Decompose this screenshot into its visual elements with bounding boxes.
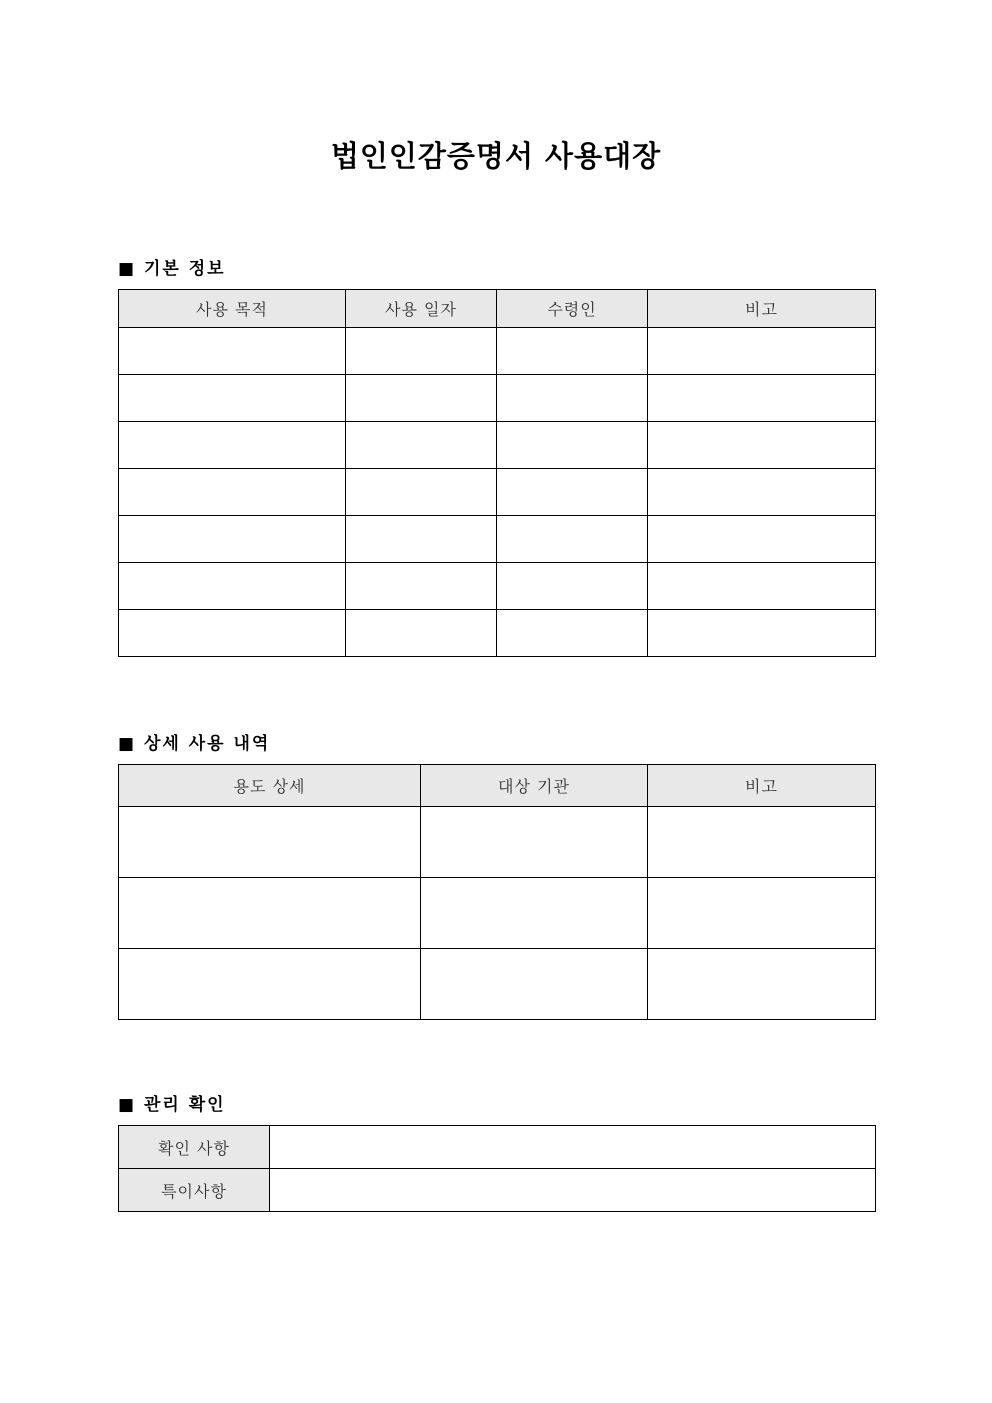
- row-header-check-items: 확인 사항: [119, 1126, 270, 1169]
- section-heading-basic-info: ■ 기본 정보: [118, 259, 226, 279]
- table-cell[interactable]: [346, 375, 497, 422]
- table-cell[interactable]: [648, 610, 876, 657]
- table-cell[interactable]: [119, 807, 421, 878]
- document-title: 법인인감증명서 사용대장: [330, 139, 662, 173]
- table-cell[interactable]: [648, 807, 876, 878]
- table-cell[interactable]: [497, 328, 648, 375]
- table-cell[interactable]: [648, 375, 876, 422]
- table-cell[interactable]: [119, 610, 346, 657]
- table-row: [119, 422, 876, 469]
- section-heading-usage-details: ■ 상세 사용 내역: [118, 734, 271, 754]
- usage-details-table: [118, 764, 876, 1020]
- table-row: [119, 878, 876, 949]
- table-cell[interactable]: [346, 516, 497, 563]
- management-check-table: [118, 1125, 876, 1212]
- column-header-remarks: 비고: [648, 290, 876, 328]
- table-cell[interactable]: [497, 469, 648, 516]
- basic-info-table: [118, 289, 876, 657]
- table-header-row: [119, 765, 876, 807]
- table-row: [119, 1169, 876, 1212]
- table-cell[interactable]: [270, 1169, 876, 1212]
- table-cell[interactable]: [119, 516, 346, 563]
- table-cell[interactable]: [119, 328, 346, 375]
- table-cell[interactable]: [648, 328, 876, 375]
- table-cell[interactable]: [497, 422, 648, 469]
- table-row: [119, 375, 876, 422]
- table-cell[interactable]: [346, 422, 497, 469]
- table-cell[interactable]: [648, 563, 876, 610]
- column-header-recipient: 수령인: [497, 290, 648, 328]
- column-header-usage-detail: 용도 상세: [119, 765, 421, 807]
- section-heading-management-check: ■ 관리 확인: [118, 1095, 226, 1115]
- table-row: [119, 949, 876, 1020]
- table-cell[interactable]: [346, 469, 497, 516]
- table-cell[interactable]: [497, 375, 648, 422]
- table-cell[interactable]: [119, 375, 346, 422]
- table-row: [119, 328, 876, 375]
- table-cell[interactable]: [497, 516, 648, 563]
- table-row: [119, 516, 876, 563]
- table-cell[interactable]: [119, 949, 421, 1020]
- row-header-special-notes: 특이사항: [119, 1169, 270, 1212]
- table-row: [119, 807, 876, 878]
- table-cell[interactable]: [119, 422, 346, 469]
- table-cell[interactable]: [119, 469, 346, 516]
- column-header-target-agency: 대상 기관: [421, 765, 648, 807]
- table-row: [119, 469, 876, 516]
- table-cell[interactable]: [648, 422, 876, 469]
- table-cell[interactable]: [346, 610, 497, 657]
- table-cell[interactable]: [119, 878, 421, 949]
- table-cell[interactable]: [497, 610, 648, 657]
- table-header-row: [119, 290, 876, 328]
- column-header-purpose: 사용 목적: [119, 290, 346, 328]
- table-cell[interactable]: [346, 328, 497, 375]
- table-row: [119, 1126, 876, 1169]
- table-cell[interactable]: [648, 469, 876, 516]
- table-cell[interactable]: [421, 949, 648, 1020]
- table-row: [119, 610, 876, 657]
- table-cell[interactable]: [421, 807, 648, 878]
- table-cell[interactable]: [421, 878, 648, 949]
- column-header-remarks: 비고: [648, 765, 876, 807]
- table-cell[interactable]: [270, 1126, 876, 1169]
- table-row: [119, 563, 876, 610]
- table-cell[interactable]: [346, 563, 497, 610]
- table-cell[interactable]: [648, 878, 876, 949]
- table-cell[interactable]: [119, 563, 346, 610]
- table-cell[interactable]: [497, 563, 648, 610]
- table-cell[interactable]: [648, 516, 876, 563]
- column-header-date: 사용 일자: [346, 290, 497, 328]
- table-cell[interactable]: [648, 949, 876, 1020]
